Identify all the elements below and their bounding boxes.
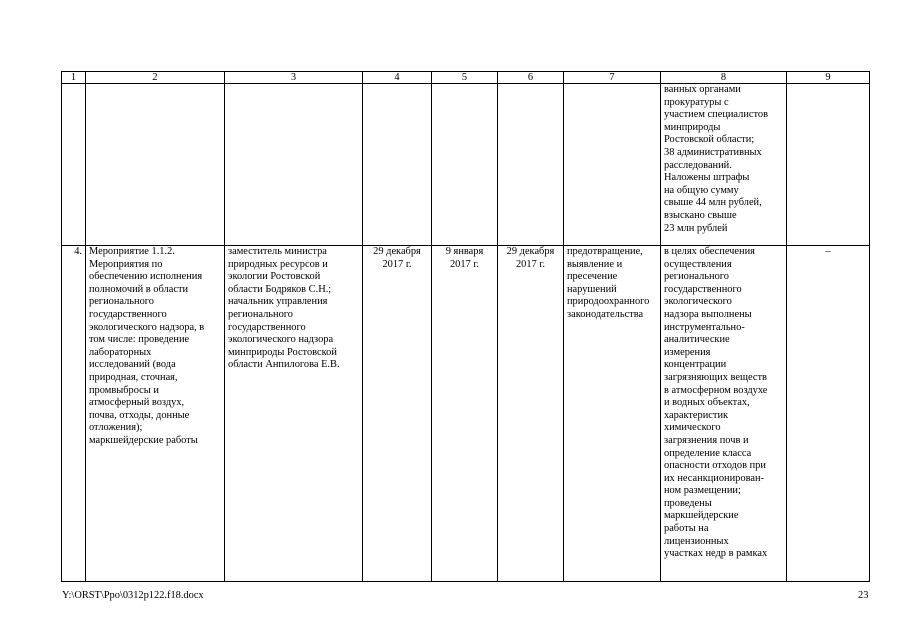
planned-date-cell: 29 декабря 2017 г. [363, 246, 432, 582]
column-number: 6 [498, 72, 564, 84]
report-table [61, 71, 870, 582]
table-cell [86, 84, 225, 246]
notes-cell: – [787, 246, 870, 582]
results-cell: в целях обеспечения осуществления регионального государственного экологического надзора выполнены инструментально- аналитические измерения концентрации загрязняющих веществ в атмосферном воздухе и водных объектах, характеристик химического загрязнения почв и определение класса опасности отходов при их несанкционирован- ном размещении; проведены маркшейдерские работы на лицензионных участках недр в рамках [661, 246, 787, 582]
file-path-footer: Y:\ORST\Ppo\0312p122.f18.docx [62, 590, 204, 601]
responsible-cell: заместитель министра природных ресурсов и экологии Ростовской области Бодряков С.Н.; начальник управления регионального государственного экологического надзора минприроды Ростовской области Анпилогова Е.В. [225, 246, 363, 582]
page-number: 23 [858, 590, 869, 601]
start-date-cell: 9 января 2017 г. [432, 246, 498, 582]
row-number-cell: 4. [62, 246, 86, 582]
table-cell [498, 84, 564, 246]
table-cell [564, 84, 661, 246]
column-number-row [62, 72, 870, 84]
column-number: 4 [363, 72, 432, 84]
table-cell [787, 84, 870, 246]
table-cell [363, 84, 432, 246]
results-cell: ванных органами прокуратуры с участием специалистов минприроды Ростовской области; 38 административных расследований. Наложены штрафы на общую сумму свыше 44 млн рублей, взыскано свыше 23 млн рублей [661, 84, 787, 246]
column-number: 9 [787, 72, 870, 84]
table-cell [432, 84, 498, 246]
table-row-4 [62, 246, 870, 582]
column-number: 3 [225, 72, 363, 84]
table-cell [225, 84, 363, 246]
end-date-cell: 29 декабря 2017 г. [498, 246, 564, 582]
table-row-continued [62, 84, 870, 246]
column-number: 1 [62, 72, 86, 84]
column-number: 8 [661, 72, 787, 84]
table-cell [62, 84, 86, 246]
expected-result-cell: предотвращение, выявление и пресечение нарушений природоохранного законодательства [564, 246, 661, 582]
column-number: 5 [432, 72, 498, 84]
column-number: 7 [564, 72, 661, 84]
measure-name-cell: Мероприятие 1.1.2. Мероприятия по обеспечению исполнения полномочий в области регионального государственного экологического надзора, в том числе: проведение лабораторных исследований (вода природная, сточная, промвыбросы и атмосферный воздух, почва, отходы, донные отложения); маркшейдерские работы [86, 246, 225, 582]
column-number: 2 [86, 72, 225, 84]
